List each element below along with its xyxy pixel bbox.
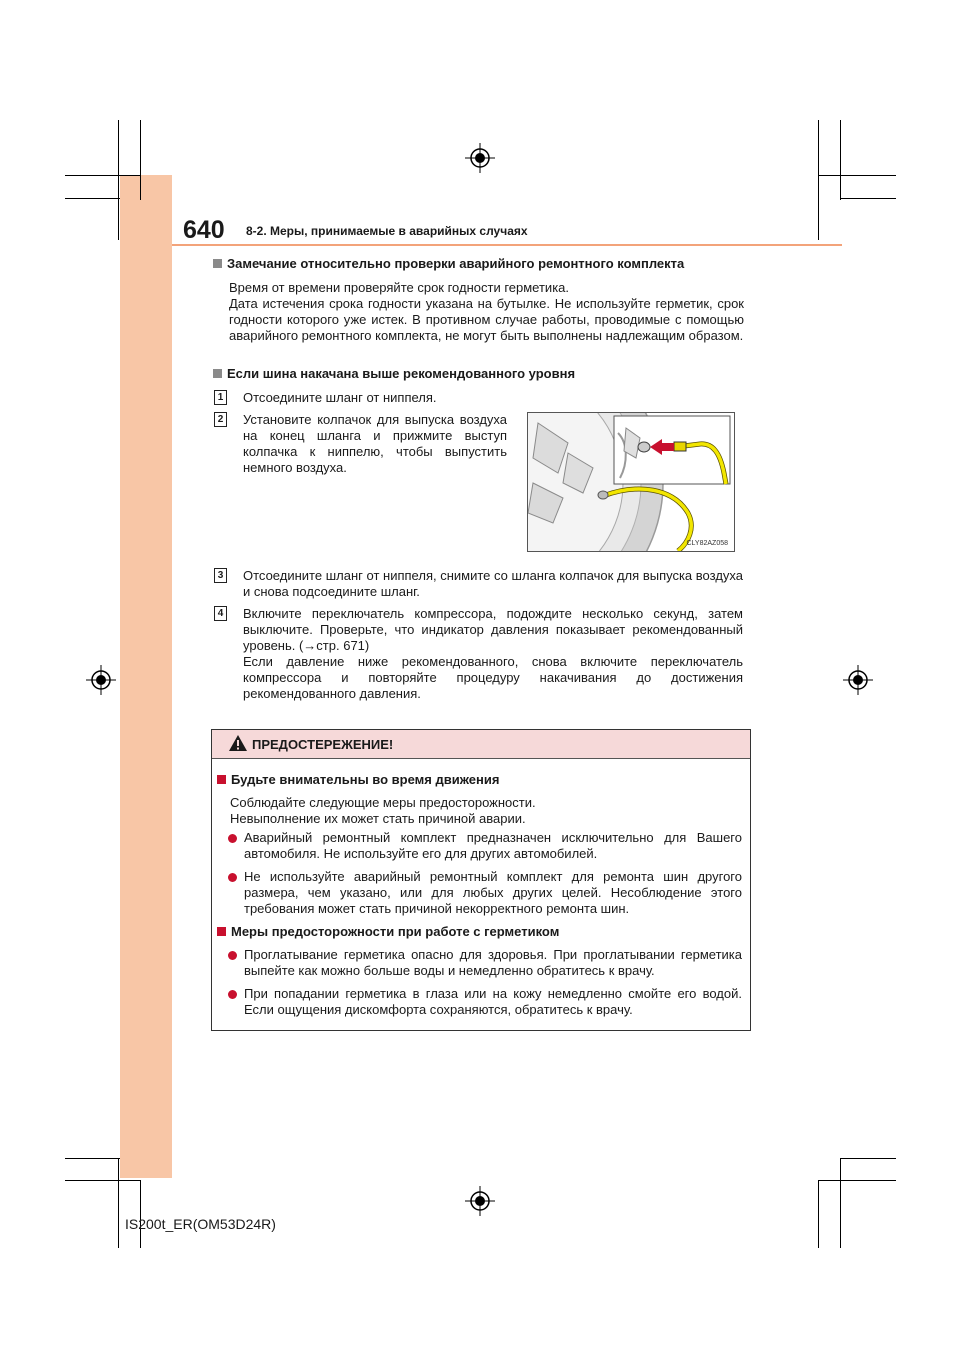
step-number: 1 <box>214 390 227 405</box>
tire-deflation-illustration <box>527 412 735 552</box>
model-code: IS200t_ER(OM53D24R) <box>125 1216 276 1232</box>
paragraph: Время от времени проверяйте срок годности герметика. <box>229 280 570 295</box>
step-number: 2 <box>214 412 227 427</box>
step-text: Включите переключатель компрессора, подождите несколько секунд, затем выключите. Проверьте, что индикатор давления показывает рекомендованный уровень. (→стр. 671) <box>243 606 743 653</box>
warning-bullet: Проглатывание герметика опасно для здоровья. При проглатывании герметика выпейте как можно больше воды и немедленно обратитесь к врачу. <box>244 947 742 978</box>
registration-mark-icon <box>465 1186 495 1216</box>
warning-paragraph: Невыполнение их может стать причиной аварии. <box>230 811 526 826</box>
warning-triangle-icon <box>228 734 248 752</box>
section-heading: Если шина накачана выше рекомендованного уровня <box>213 366 753 382</box>
registration-mark-icon <box>843 665 873 695</box>
warning-title: ПРЕДОСТЕРЕЖЕНИЕ! <box>252 737 394 752</box>
warning-paragraph: Соблюдайте следующие меры предосторожности. <box>230 795 536 810</box>
illustration-code: CLY82AZ058 <box>686 540 728 547</box>
step-number: 4 <box>214 606 227 621</box>
registration-mark-icon <box>86 665 116 695</box>
warning-subheading: Меры предосторожности при работе с герметиком <box>217 924 737 940</box>
warning-bullet: Аварийный ремонтный комплект предназначен исключительно для Вашего автомобиля. Не используйте его для других автомобилей. <box>244 830 742 861</box>
warning-bullet: При попадании герметика в глаза или на кожу немедленно смойте его водой. Если ощущения дискомфорта сохраняются, обратитесь к врачу. <box>244 986 742 1017</box>
bullet-dot-icon <box>228 873 237 882</box>
square-bullet-icon <box>213 259 222 268</box>
sidebar-tab-strip <box>120 175 172 1178</box>
square-bullet-icon <box>217 775 226 784</box>
section-heading: Замечание относительно проверки аварийного ремонтного комплекта <box>213 256 753 272</box>
chapter-title: 8-2. Меры, принимаемые в аварийных случаях <box>246 224 528 238</box>
step-text: Отсоедините шланг от ниппеля. <box>243 390 437 405</box>
header-rule <box>172 244 842 246</box>
bullet-dot-icon <box>228 951 237 960</box>
step-text: Если давление ниже рекомендованного, снова включите переключатель компрессора и повторяйте процедуру накачивания до достижения рекомендованного давления. <box>243 654 743 701</box>
warning-subheading: Будьте внимательны во время движения <box>217 772 737 788</box>
step-text: Установите колпачок для выпуска воздуха на конец шланга и прижмите выступ колпачка к ниппелю, чтобы выпустить немного воздуха. <box>243 412 507 475</box>
step-text: Отсоедините шланг от ниппеля, снимите со шланга колпачок для выпуска воздуха и снова подсоедините шланг. <box>243 568 743 599</box>
paragraph: Дата истечения срока годности указана на бутылке. Не используйте герметик, срок годности которого уже истек. В противном случае работы, проводимые с помощью аварийного ремонтного комплекта, не могут быть выполнены надлежащим образом. <box>229 296 744 343</box>
page-number: 640 <box>183 216 225 244</box>
registration-mark-icon <box>465 143 495 173</box>
warning-bullet: Не используйте аварийный ремонтный комплект для ремонта шин другого размера, чем указано, или для любых других целей. Несоблюдение этого требования может стать причиной некорректного ремонта шин. <box>244 869 742 916</box>
square-bullet-icon <box>213 369 222 378</box>
warning-header <box>212 730 750 759</box>
warning-box <box>211 729 751 1031</box>
bullet-dot-icon <box>228 834 237 843</box>
square-bullet-icon <box>217 927 226 936</box>
bullet-dot-icon <box>228 990 237 999</box>
step-number: 3 <box>214 568 227 583</box>
